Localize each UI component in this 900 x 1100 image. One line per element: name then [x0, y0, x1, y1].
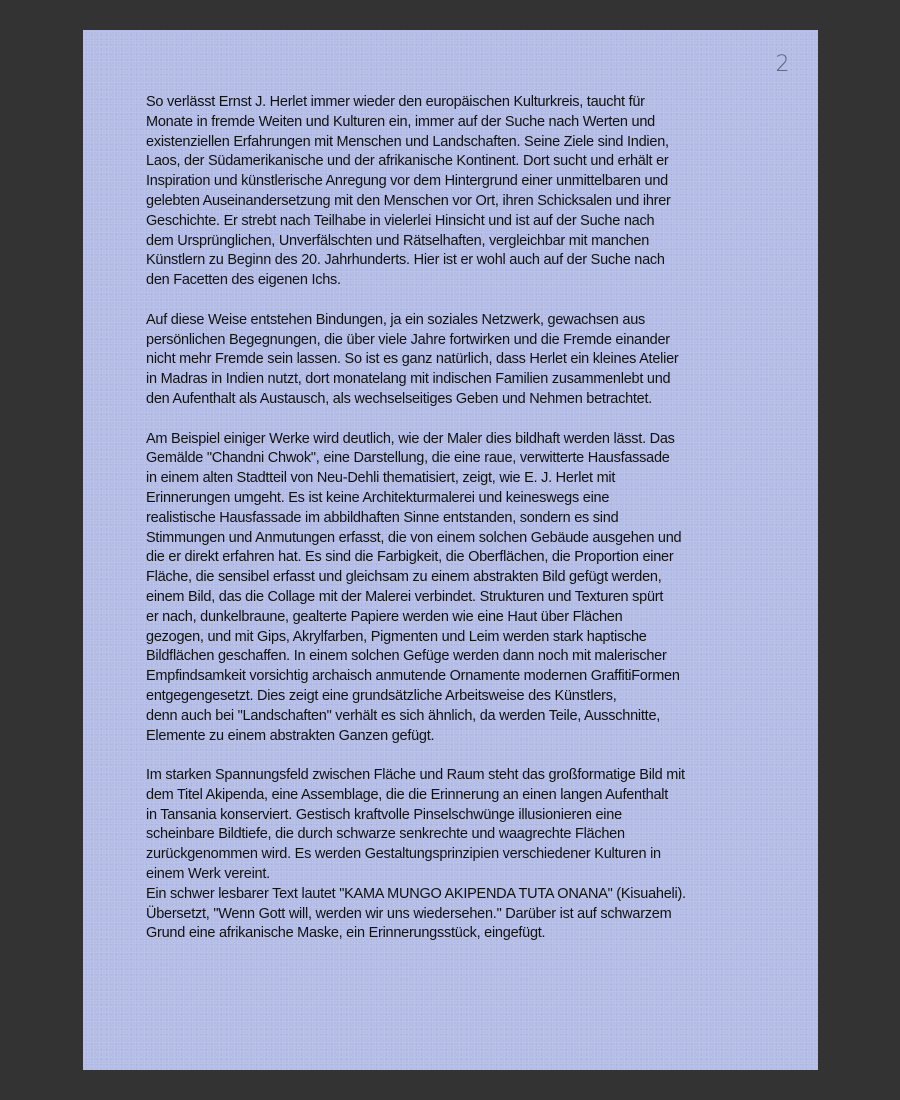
paragraph-1	[146, 93, 771, 291]
text-line: Am Beispiel einiger Werke wird deutlich, wie der Maler dies bildhaft werden lässt. Das	[146, 430, 675, 447]
text-line: Auf diese Weise entstehen Bindungen, ja ein soziales Netzwerk, gewachsen aus	[146, 311, 646, 328]
text-line: Fläche, die sensibel erfasst und gleichsam zu einem abstrakten Bild gefügt werden,	[146, 569, 662, 586]
text-line: den Aufenthalt als Austausch, als wechselseitiges Geben und Nehmen betrachtet.	[146, 390, 653, 407]
text-line: So verlässt Ernst J. Herlet immer wieder den europäischen Kulturkreis, taucht für	[146, 94, 645, 110]
text-line: die er direkt erfahren hat. Es sind die Farbigkeit, die Oberflächen, die Proportion einer	[146, 549, 674, 566]
paragraph-2	[146, 311, 771, 410]
text-line: Im starken Spannungsfeld zwischen Fläche und Raum steht das großformatige Bild mit	[146, 767, 685, 784]
text-line: in Tansania konserviert. Gestisch kraftvolle Pinselschwünge illusionieren eine	[146, 806, 622, 823]
text-line: Monate in fremde Weiten und Kulturen ein, immer auf der Suche nach Werten und	[146, 113, 655, 130]
text-line: Geschichte. Er strebt nach Teilhabe in vielerlei Hinsicht und ist auf der Suche nach	[146, 212, 655, 229]
text-line: Empfindsamkeit vorsichtig archaisch anmutende Ornamente modernen GraffitiFormen	[146, 668, 680, 685]
text-line: Künstlern zu Beginn des 20. Jahrhunderts. Hier ist er wohl auch auf der Suche nach	[146, 252, 665, 269]
text-line: Elemente zu einem abstrakten Ganzen gefügt.	[146, 727, 435, 744]
document-page	[83, 30, 818, 1070]
text-line: dem Titel Akipenda, eine Assemblage, die die Erinnerung an einen langen Aufenthalt	[146, 786, 669, 803]
text-line: den Facetten des eigenen Ichs.	[146, 272, 341, 289]
text-line: Bildflächen geschaffen. In einem solchen Gefüge werden dann noch mit malerischer	[146, 648, 667, 665]
text-line: einem Werk vereint.	[146, 866, 270, 883]
text-line: Stimmungen und Anmutungen erfasst, die von einem solchen Gebäude ausgehen und	[146, 529, 682, 546]
text-line: existenziellen Erfahrungen mit Menschen und Landschaften. Seine Ziele sind Indien,	[146, 133, 669, 150]
text-line: Laos, der Südamerikanische und der afrikanische Kontinent. Dort sucht und erhält er	[146, 153, 669, 170]
text-line: gezogen, und mit Gips, Akrylfarben, Pigmenten und Leim werden stark haptische	[146, 628, 647, 645]
text-line: Übersetzt, "Wenn Gott will, werden wir uns wiedersehen." Darüber ist auf schwarzem	[146, 905, 672, 922]
text-line: dem Ursprünglichen, Unverfälschten und Rätselhaften, vergleichbar mit manchen	[146, 232, 650, 249]
text-line: realistische Hausfassade im abbildhaften Sinne entstanden, sondern es sind	[146, 509, 619, 526]
text-line: in Madras in Indien nutzt, dort monatelang mit indischen Familien zusammenlebt und	[146, 371, 671, 388]
text-line: Grund eine afrikanische Maske, ein Erinnerungsstück, eingefügt.	[146, 925, 546, 942]
text-line: denn auch bei "Landschaften" verhält es sich ähnlich, da werden Teile, Ausschnitte,	[146, 707, 661, 724]
text-line: in einem alten Stadtteil von Neu-Dehli thematisiert, zeigt, wie E. J. Herlet mit	[146, 470, 616, 487]
body-text	[146, 93, 771, 964]
text-line: persönlichen Begegnungen, die über viele Jahre fortwirken und die Fremde einander	[146, 331, 670, 348]
paragraph-3	[146, 430, 771, 747]
text-line: Inspiration und künstlerische Anregung vor dem Hintergrund einer unmittelbaren und	[146, 173, 668, 190]
text-line: Ein schwer lesbarer Text lautet "KAMA MUNGO AKIPENDA TUTA ONANA" (Kisuaheli).	[146, 885, 686, 902]
text-line: scheinbare Bildtiefe, die durch schwarze senkrechte und waagrechte Flächen	[146, 826, 625, 843]
text-line: er nach, dunkelbraune, gealterte Papiere werden wie eine Haut über Flächen	[146, 608, 623, 625]
text-line: gelebten Auseinandersetzung mit den Menschen vor Ort, ihren Schicksalen und ihrer	[146, 192, 671, 209]
text-line: entgegengesetzt. Dies zeigt eine grundsätzliche Arbeitsweise des Künstlers,	[146, 687, 617, 704]
text-line: nicht mehr Fremde sein lassen. So ist es ganz natürlich, dass Herlet ein kleines Atelier	[146, 351, 679, 368]
text-line: Erinnerungen umgeht. Es ist keine Architekturmalerei und keineswegs eine	[146, 489, 610, 506]
page-number: 2	[775, 52, 790, 77]
text-line: zurückgenommen wird. Es werden Gestaltungsprinzipien verschiedener Kulturen in	[146, 846, 661, 863]
text-line: einem Bild, das die Collage mit der Malerei verbindet. Strukturen und Texturen spürt	[146, 588, 664, 605]
paragraph-4	[146, 766, 771, 944]
text-line: Gemälde "Chandni Chwok", eine Darstellung, die eine raue, verwitterte Hausfassade	[146, 450, 670, 467]
